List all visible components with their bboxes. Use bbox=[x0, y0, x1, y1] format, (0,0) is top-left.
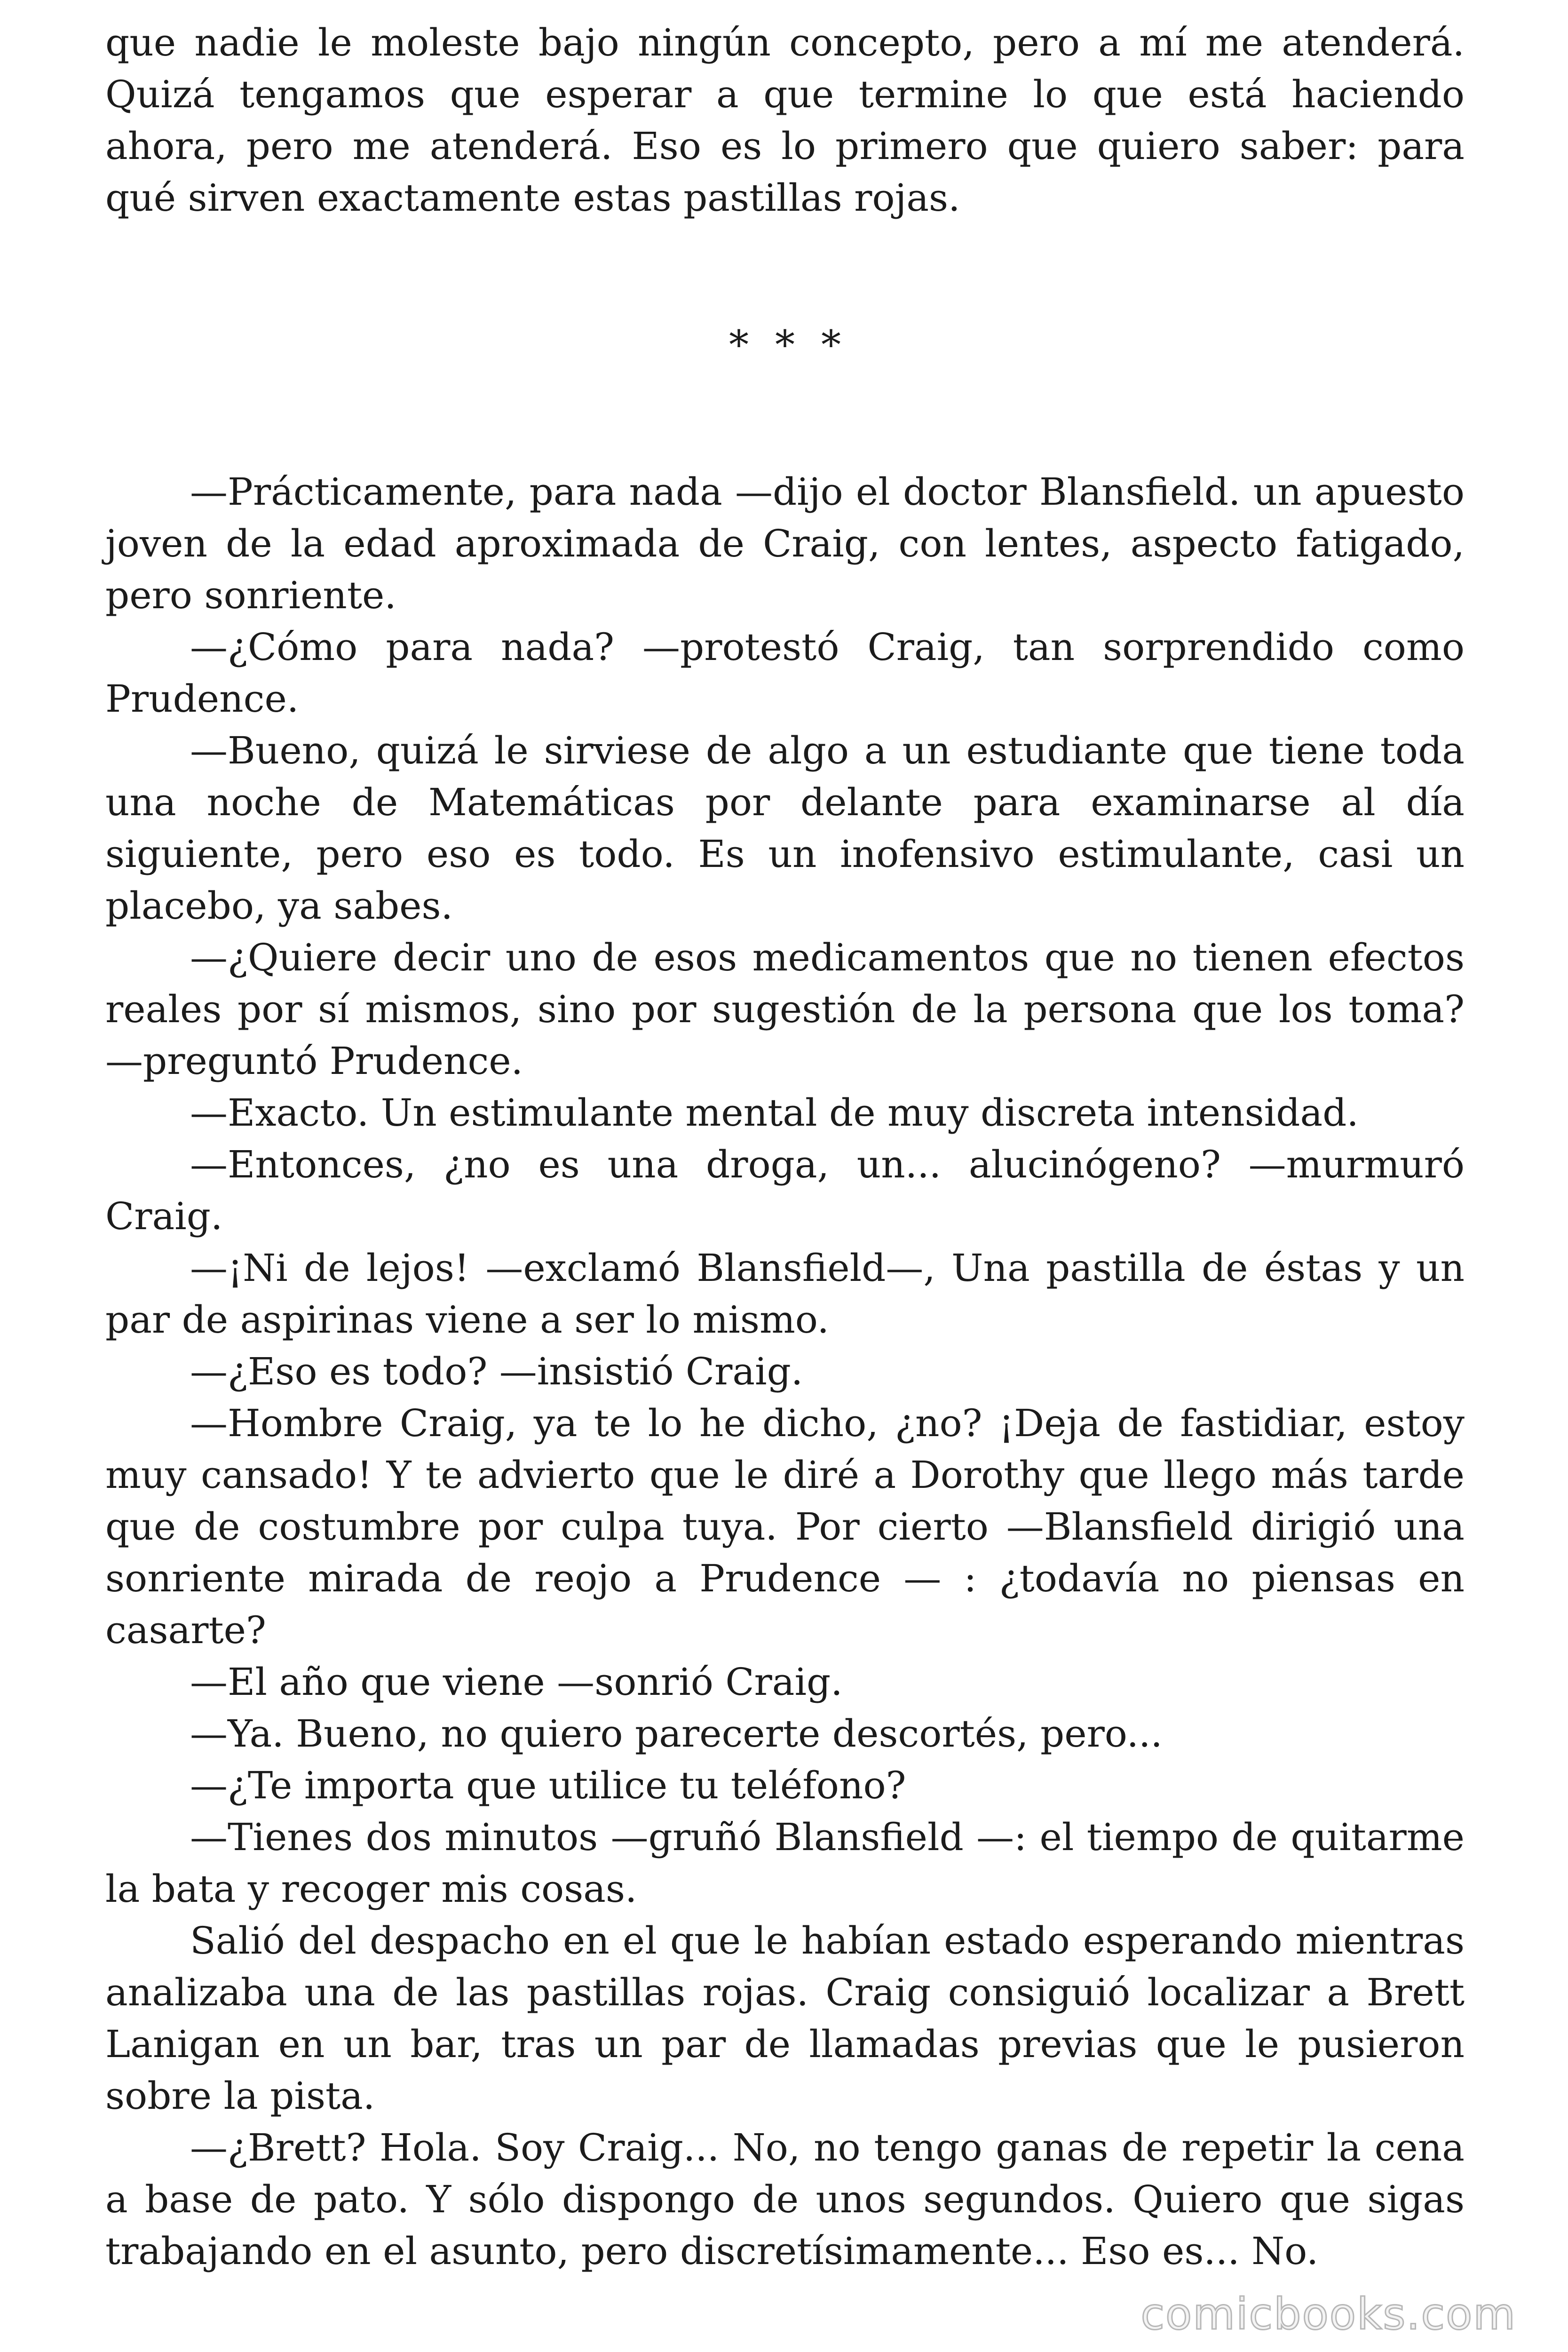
separator-star: * bbox=[775, 322, 795, 368]
paragraph: —¿Brett? Hola. Soy Craig... No, no tengo ganas de repetir la cena a base de pato. Y sólo dispongo de unos segundos. Quiero que sigas trabajando en el asunto, pero discretísimamente... Eso es... No. bbox=[105, 2126, 1465, 2273]
paragraph: —Ya. Bueno, no quiero parecerte descortés, pero... bbox=[190, 1712, 1163, 1756]
paragraph: —Hombre Craig, ya te lo he dicho, ¿no? ¡Deja de fastidiar, estoy muy cansado! Y te advierto que le diré a Dorothy que llego más tarde que de costumbre por culpa tuya. Por cierto —Blansfield dirigió una sonriente mirada de reojo a Prudence — : ¿todavía no piensas en casarte? bbox=[105, 1401, 1465, 1652]
separator-star: * bbox=[821, 322, 841, 368]
paragraph: —¿Cómo para nada? —protestó Craig, tan sorprendido como Prudence. bbox=[105, 625, 1465, 721]
section-separator bbox=[105, 224, 1465, 466]
paragraph: —Prácticamente, para nada —dijo el doctor Blansfield. un apuesto joven de la edad aproximada de Craig, con lentes, aspecto fatigado, pero sonriente. bbox=[105, 470, 1465, 617]
book-page bbox=[105, 17, 1465, 2277]
paragraph: —¿Te importa que utilice tu teléfono? bbox=[190, 1764, 906, 1807]
watermark: comicbooks.com bbox=[1140, 2289, 1516, 2339]
paragraph: —Bueno, quizá le sirviese de algo a un estudiante que tiene toda una noche de Matemáticas por delante para examinarse al día siguiente, pero eso es todo. Es un inofensivo estimulante, casi un placebo, ya sabes. bbox=[105, 729, 1465, 928]
separator-star: * bbox=[729, 322, 749, 368]
paragraph: —Exacto. Un estimulante mental de muy discreta intensidad. bbox=[190, 1091, 1359, 1135]
paragraph: —El año que viene —sonrió Craig. bbox=[190, 1660, 843, 1704]
paragraph: —¿Eso es todo? —insistió Craig. bbox=[190, 1350, 803, 1393]
paragraph: —Tienes dos minutos —gruñó Blansfield —: el tiempo de quitarme la bata y recoger mis cosas. bbox=[105, 1815, 1465, 1911]
paragraph: Salió del despacho en el que le habían estado esperando mientras analizaba una de las pastillas rojas. Craig consiguió localizar a Brett Lanigan en un bar, tras un par de llamadas previas que le pusieron sobre la pista. bbox=[105, 1919, 1465, 2118]
paragraph: —¿Quiere decir uno de esos medicamentos que no tienen efectos reales por sí mismos, sino por sugestión de la persona que los toma? —preguntó Prudence. bbox=[105, 936, 1465, 1083]
paragraph-continued: que nadie le moleste bajo ningún concepto, pero a mí me atenderá. Quizá tengamos que esperar a que termine lo que está haciendo ahora, pero me atenderá. Eso es lo primero que quiero saber: para qué sirven exactamente estas pastillas rojas. bbox=[105, 21, 1465, 220]
paragraph: —¡Ni de lejos! —exclamó Blansfield—, Una pastilla de éstas y un par de aspirinas viene a ser lo mismo. bbox=[105, 1246, 1465, 1342]
paragraph: —Entonces, ¿no es una droga, un... alucinógeno? —murmuró Craig. bbox=[105, 1143, 1465, 1238]
